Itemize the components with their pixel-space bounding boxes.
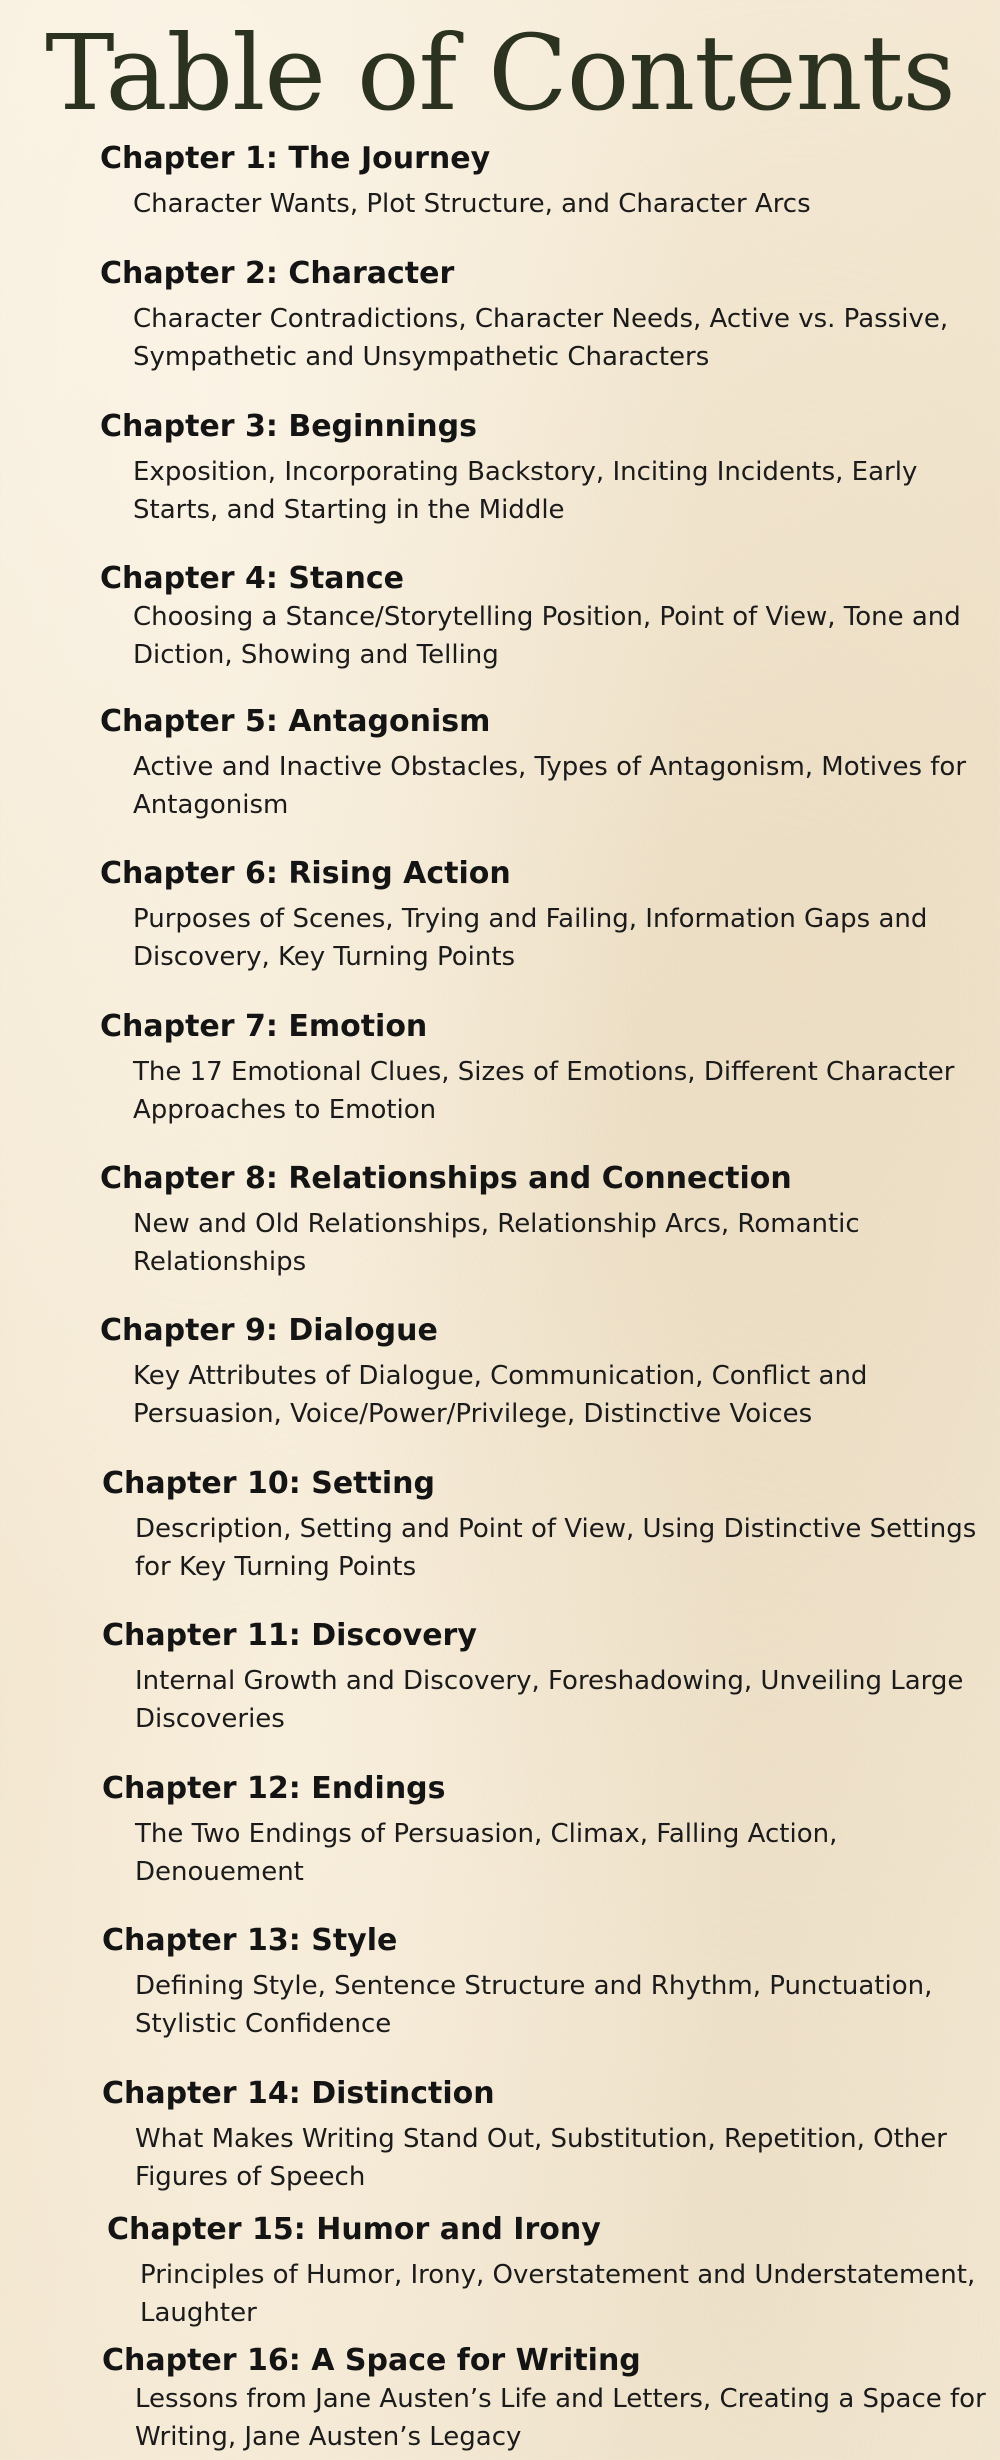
chapter-heading: Chapter 10: Setting bbox=[102, 1466, 435, 1501]
chapter-description: Principles of Humor, Irony, Overstatement and Understatement, Laughter bbox=[140, 2260, 976, 2328]
chapter-entry bbox=[102, 1617, 1000, 1738]
chapter-entry bbox=[100, 408, 1000, 529]
chapter-entry bbox=[102, 2342, 1000, 2456]
chapter-description: The 17 Emotional Clues, Sizes of Emotions, Different Character Approaches to Emotion bbox=[133, 1057, 955, 1125]
chapter-description: What Makes Writing Stand Out, Substitution, Repetition, Other Figures of Speech bbox=[135, 2124, 947, 2192]
chapter-heading: Chapter 6: Rising Action bbox=[100, 856, 511, 891]
chapter-entry bbox=[102, 1770, 1000, 1891]
chapter-entry bbox=[100, 703, 1000, 824]
chapter-heading: Chapter 4: Stance bbox=[100, 561, 405, 596]
chapter-heading: Chapter 3: Beginnings bbox=[100, 409, 477, 444]
chapter-entry bbox=[100, 855, 1000, 976]
chapter-description: Character Wants, Plot Structure, and Character Arcs bbox=[133, 189, 811, 219]
chapter-heading: Chapter 15: Humor and Irony bbox=[107, 2212, 601, 2247]
chapter-heading: Chapter 11: Discovery bbox=[102, 1618, 477, 1653]
chapter-entry bbox=[100, 1008, 1000, 1129]
chapter-entry bbox=[100, 1160, 1000, 1281]
chapter-description: New and Old Relationships, Relationship Arcs, Romantic Relationships bbox=[133, 1209, 860, 1277]
chapter-entry bbox=[100, 140, 1000, 223]
chapter-description: Defining Style, Sentence Structure and Rhythm, Punctuation, Stylistic Confidence bbox=[135, 1971, 933, 2039]
chapter-description: Choosing a Stance/Storytelling Position, Point of View, Tone and Diction, Showing and Telling bbox=[133, 602, 961, 670]
chapter-entry bbox=[100, 1312, 1000, 1433]
chapter-entry bbox=[102, 1922, 1000, 2043]
chapter-heading: Chapter 9: Dialogue bbox=[100, 1313, 438, 1348]
chapter-heading: Chapter 8: Relationships and Connection bbox=[100, 1161, 792, 1196]
chapter-entry bbox=[100, 255, 1000, 376]
chapter-heading: Chapter 12: Endings bbox=[102, 1771, 446, 1806]
chapter-entry bbox=[102, 1465, 1000, 1586]
chapter-description: Exposition, Incorporating Backstory, Inciting Incidents, Early Starts, and Starting in the Middle bbox=[133, 457, 918, 525]
chapter-description: Purposes of Scenes, Trying and Failing, Information Gaps and Discovery, Key Turning Points bbox=[133, 904, 928, 972]
chapter-heading: Chapter 13: Style bbox=[102, 1923, 398, 1958]
chapter-description: Internal Growth and Discovery, Foreshadowing, Unveiling Large Discoveries bbox=[135, 1666, 964, 1734]
chapter-entry bbox=[100, 560, 1000, 674]
chapter-heading: Chapter 7: Emotion bbox=[100, 1009, 428, 1044]
chapter-description: Character Contradictions, Character Needs, Active vs. Passive, Sympathetic and Unsympathetic Characters bbox=[133, 304, 949, 372]
chapter-description: Description, Setting and Point of View, Using Distinctive Settings for Key Turning Points bbox=[135, 1514, 977, 1582]
chapter-heading: Chapter 14: Distinction bbox=[102, 2076, 495, 2111]
chapter-heading: Chapter 16: A Space for Writing bbox=[102, 2343, 641, 2378]
chapter-description: Active and Inactive Obstacles, Types of Antagonism, Motives for Antagonism bbox=[133, 752, 967, 820]
chapter-heading: Chapter 5: Antagonism bbox=[100, 704, 491, 739]
page-title: Table of Contents bbox=[45, 12, 955, 134]
chapter-entry bbox=[102, 2075, 1000, 2196]
chapter-heading: Chapter 2: Character bbox=[100, 256, 455, 291]
chapter-description: Lessons from Jane Austen’s Life and Letters, Creating a Space for Writing, Jane Austen’s Legacy bbox=[135, 2384, 986, 2452]
chapter-entry bbox=[107, 2211, 1000, 2332]
chapter-description: Key Attributes of Dialogue, Communication, Conflict and Persuasion, Voice/Power/Privilege, Distinctive Voices bbox=[133, 1361, 868, 1429]
chapter-heading: Chapter 1: The Journey bbox=[100, 141, 491, 176]
chapter-description: The Two Endings of Persuasion, Climax, Falling Action, Denouement bbox=[135, 1819, 838, 1887]
